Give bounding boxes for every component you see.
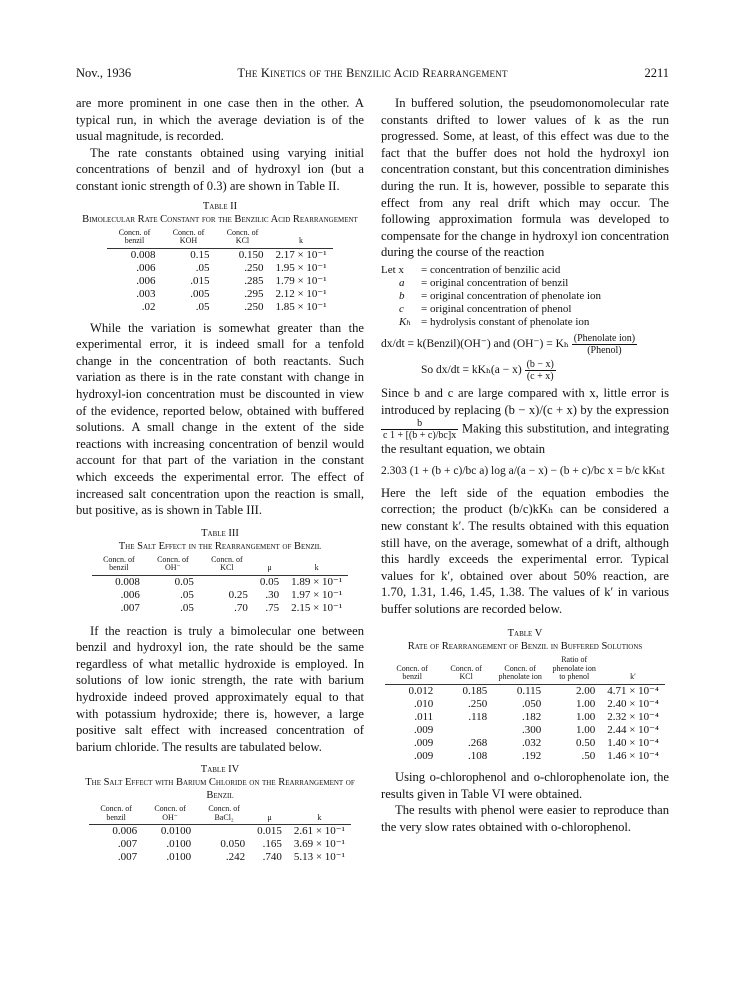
table-cell: 5.13 × 10⁻¹: [293, 851, 345, 864]
table-cell: 0.115: [516, 684, 542, 697]
table-cell: .006: [136, 274, 156, 287]
table-number: Table V: [507, 628, 543, 640]
table-cell: 2.12 × 10⁻¹: [275, 287, 327, 300]
table-cell: .006: [136, 261, 156, 274]
denominator: (Phenol): [587, 344, 622, 356]
definition-text: = original concentration of phenolate ion: [421, 289, 602, 302]
table-cell: 0.050: [220, 838, 246, 851]
table-cell: 0.15: [190, 248, 210, 261]
table-cell: 1.00: [575, 697, 596, 710]
definition-text: = original concentration of benzil: [421, 276, 569, 289]
table-row: [385, 698, 665, 711]
definition-row: [381, 264, 669, 277]
table-cell: .005: [190, 287, 210, 300]
table-cell: .009: [413, 749, 434, 762]
running-header: [76, 66, 669, 82]
column-header: k: [269, 229, 332, 249]
table-cell: [200, 575, 254, 589]
table-row: [107, 288, 332, 301]
table-cell: .50: [581, 749, 596, 762]
table-row: [107, 301, 332, 314]
table-number: Table III: [201, 527, 239, 539]
table-cell: .007: [117, 851, 138, 864]
table-cell: .007: [117, 838, 138, 851]
table-cell: .182: [521, 710, 542, 723]
table-cell: 1.95 × 10⁻¹: [275, 261, 327, 274]
table-cell: .05: [195, 300, 210, 313]
table-caption: Rate of Rearrangement of Benzil in Buffered Solutions: [407, 641, 643, 653]
table-cell: .015: [190, 274, 210, 287]
definition-row: [381, 290, 669, 303]
table-cell: .75: [265, 601, 280, 614]
denominator: c 1 + [(b + c)/bc]x: [383, 430, 457, 442]
table-cell: 0.008: [115, 575, 140, 588]
table-row: [92, 589, 348, 602]
integrated-equation: 2.303 (1 + (b + c)/bc a) log a/(a − x) − (b + c)/bc x = b/c kKₕt: [381, 464, 665, 477]
table-cell: .05: [180, 601, 194, 614]
table-row: [385, 750, 665, 763]
table-row: [385, 737, 665, 750]
table-cell: .192: [521, 749, 542, 762]
column-header: μ: [251, 805, 288, 825]
table-row: [107, 248, 332, 262]
table-row: [385, 724, 665, 737]
table-row: [92, 602, 348, 615]
table-cell: .050: [521, 697, 542, 710]
table-cell: 0.25: [228, 588, 248, 601]
definition-symbol: a: [399, 276, 405, 289]
text-span: Making this substitution, and integrating the resultant equation, we obtain: [381, 421, 669, 457]
paragraph: [381, 385, 669, 458]
table-cell: .118: [468, 710, 488, 723]
column-header: k′: [601, 656, 665, 684]
table-cell: 0.012: [408, 684, 434, 697]
fraction: [525, 359, 556, 382]
definition-text: = hydrolysis constant of phenolate ion: [421, 315, 590, 328]
paragraph: In buffered solution, the pseudomonomolecular rate constants drifted to lower values of k as the run progressed. Some, at least, of this effect was due to the fact that the buffer does not hold the hydroxyl ion concentration constant, but this concentration diminishes during the run. It is, however, possible to separate this effect from any real drift which may occur. The following approximation formula was developed to compensate for the change in hydroxyl ion concentration during the course of the reaction: [381, 96, 669, 260]
table-cell: .740: [262, 851, 282, 864]
table-cell: .007: [120, 601, 140, 614]
column-header: k: [288, 805, 351, 825]
table-cell: [197, 825, 251, 839]
table-cell: 0.05: [174, 575, 194, 588]
table-cell: 3.69 × 10⁻¹: [293, 838, 345, 851]
definition-row: [381, 277, 669, 290]
table-cell: 0.006: [112, 825, 138, 838]
definition-row: [381, 316, 669, 329]
table-caption: The Salt Effect with Barium Chloride on the Rearrangement of Benzil: [85, 777, 355, 802]
column-header: Concn. of benzil: [92, 556, 146, 576]
fraction: [381, 418, 458, 441]
column-header: Concn. of benzil: [107, 229, 161, 249]
paragraph: The results with phenol were easier to reproduce than the very slow rates obtained with o-chlorophenol.: [381, 803, 669, 834]
table-cell: 2.61 × 10⁻¹: [293, 825, 345, 838]
table-cell: 1.00: [575, 723, 596, 736]
table-cell: .003: [136, 287, 156, 300]
equation-text: So dx/dt = kKₕ(a − x): [421, 364, 522, 377]
column-header: Concn. of KCl: [215, 229, 269, 249]
column-header: Concn. of benzil: [385, 656, 439, 684]
paragraph: Here the left side of the equation embodies the correction; the product (b/c)kKₕ can be considered a new constant k′. The results obtained with this equation still have, on the average, somewhat of a drift, although this hardly exceeds the experimental error. Typical values for k′, obtained over about 50% reaction, are 1.70, 1.31, 1.46, 1.45, 1.38. The values of k′ in various buffer solutions are recorded below.: [381, 485, 669, 616]
table-cell: 2.00: [575, 684, 596, 697]
table-row: [385, 684, 665, 698]
table-cell: 1.46 × 10⁻⁴: [607, 749, 659, 762]
table-cell: 0.185: [462, 684, 488, 697]
table-cell: .250: [244, 261, 264, 274]
rate-equation: [381, 359, 669, 382]
table-cell: 1.89 × 10⁻¹: [291, 575, 343, 588]
table-cell: 0.150: [238, 248, 264, 261]
column-header: Concn. of KCl: [200, 556, 254, 576]
table-cell: .009: [413, 736, 434, 749]
numerator: (Phenolate ion): [573, 332, 636, 344]
table-cell: .250: [467, 697, 488, 710]
table-cell: 2.40 × 10⁻⁴: [607, 697, 659, 710]
column-header: Ratio of phenolate ion to phenol: [547, 656, 601, 684]
table-cell: .165: [262, 838, 282, 851]
column-header: μ: [254, 556, 285, 576]
definition-text: = original concentration of phenol: [421, 302, 572, 315]
table-cell: .295: [244, 287, 264, 300]
column-header: Concn. of BaCl₂: [197, 805, 251, 825]
paragraph: Using o-chlorophenol and o-chlorophenolate ion, the results given in Table VI were obtained.: [381, 769, 669, 801]
table-cell: .70: [234, 601, 248, 614]
table-cell: .300: [521, 723, 542, 736]
table-cell: .05: [180, 588, 194, 601]
data-table: [89, 805, 351, 864]
table-caption: Bimolecular Rate Constant for the Benzilic Acid Rearrangement: [82, 213, 358, 225]
equation-text: dx/dt = k(Benzil)(OH⁻) and (OH⁻) = Kₕ: [381, 338, 569, 351]
table-cell: 1.00: [575, 710, 596, 723]
paragraph: The rate constants obtained using varying initial concentrations of benzil and of hydroxyl ion (but a constant ionic strength of 0.3) are shown in Table II.: [76, 145, 364, 193]
table-cell: 0.008: [130, 248, 156, 261]
table-cell: 0.015: [257, 825, 282, 838]
table-cell: .006: [120, 588, 140, 601]
numerator: (b − x): [526, 358, 554, 370]
definition-symbol: Kₕ: [399, 315, 412, 328]
definition-symbol: c: [399, 302, 404, 315]
table-row: [92, 575, 348, 589]
column-header: Concn. of phenolate ion: [493, 656, 547, 684]
table-cell: .30: [265, 588, 280, 601]
column-header: Concn. of benzil: [89, 805, 143, 825]
column-header: k: [285, 556, 348, 576]
table-cell: .010: [413, 697, 434, 710]
column-header: Concn. of KOH: [161, 229, 215, 249]
table-cell: .250: [244, 300, 264, 313]
table-cell: 0.0100: [160, 825, 192, 838]
text-span: Since b and c are large compared with x, little error is introduced by replacing (b − x)/(c + x) by the expression: [381, 385, 669, 417]
table-cell: [439, 724, 493, 737]
header-date: Nov., 1936: [76, 66, 132, 80]
column-header: Concn. of OH⁻: [146, 556, 200, 576]
table-cell: 4.71 × 10⁻⁴: [607, 684, 659, 697]
table-cell: .0100: [166, 838, 192, 851]
definition-row: [381, 303, 669, 316]
paragraph: are more prominent in one case then in the other. A typical run, in which the average deviation is of the usual magnitude, is recorded.: [76, 96, 364, 144]
table-cell: .032: [521, 736, 542, 749]
table-cell: 2.44 × 10⁻⁴: [607, 723, 659, 736]
table-cell: .05: [195, 261, 210, 274]
table-cell: 2.17 × 10⁻¹: [275, 248, 327, 261]
table-cell: .0100: [166, 851, 192, 864]
table-cell: 0.50: [575, 736, 596, 749]
definition-text: = concentration of benzilic acid: [421, 263, 561, 276]
paragraph: While the variation is somewhat greater than the experimental error, it is indeed small for a tenfold change in the concentration of both reactants. Such variation as there is in the rate constant with change in hydroxyl-ion concentration must be discounted in view of the evidence, reported below, obtained with buffered solutions. A small change in the extent of the side reactions with increasing concentration of benzil would account for that part of the variation in the constant which exceeds the experimental error. The effect of increased salt concentration upon the reaction is small, but positive, as is shown in Table III.: [76, 320, 364, 518]
rate-equation: [381, 333, 669, 356]
table-caption: The Salt Effect in the Rearrangement of Benzil: [118, 540, 322, 552]
table-cell: .009: [413, 723, 434, 736]
table-cell: 1.40 × 10⁻⁴: [607, 736, 659, 749]
right-column: [381, 95, 669, 835]
table-cell: .285: [244, 274, 264, 287]
fraction: [572, 333, 637, 356]
table-row: [385, 711, 665, 724]
table-cell: 1.79 × 10⁻¹: [275, 274, 327, 287]
table-row: [107, 262, 332, 275]
table-cell: .02: [141, 300, 156, 313]
left-column: [76, 95, 364, 870]
page-number: 2211: [644, 66, 669, 80]
definition-symbol: b: [399, 289, 405, 302]
definition-symbol: Let x: [381, 263, 404, 276]
variable-definitions: [381, 264, 669, 329]
table-cell: 0.05: [259, 575, 280, 588]
table-cell: 2.15 × 10⁻¹: [291, 601, 343, 614]
column-header: Concn. of KCl: [439, 656, 493, 684]
data-table: [92, 556, 348, 615]
data-table: [107, 229, 332, 314]
table-cell: .011: [414, 710, 434, 723]
table-cell: .242: [225, 851, 246, 864]
table-row: [89, 851, 351, 864]
header-title: The Kinetics of the Benzilic Acid Rearrangement: [237, 66, 508, 80]
table-row: [89, 825, 351, 839]
column-header: Concn. of OH⁻: [143, 805, 197, 825]
table-row: [107, 275, 332, 288]
table-cell: .108: [467, 749, 488, 762]
numerator: b: [381, 418, 458, 430]
table-cell: .268: [467, 736, 488, 749]
denominator: (c + x): [526, 370, 554, 382]
data-table: [385, 656, 665, 763]
table-number: Table II: [202, 200, 238, 212]
table-row: [89, 838, 351, 851]
table-number: Table IV: [200, 764, 240, 776]
table-cell: 2.32 × 10⁻⁴: [607, 710, 659, 723]
table-cell: 1.97 × 10⁻¹: [291, 588, 343, 601]
table-cell: 1.85 × 10⁻¹: [275, 300, 327, 313]
paragraph: If the reaction is truly a bimolecular one between benzil and hydroxyl ion, the rate should be the same regardless of what metallic hydroxide is employed. In solutions of low ionic strength, the rate with barium hydroxide indeed proved approximately equal to that with potassium hydroxide; there is, however, a large positive salt effect with increased concentration of barium chloride. The results are tabulated below.: [76, 623, 364, 754]
